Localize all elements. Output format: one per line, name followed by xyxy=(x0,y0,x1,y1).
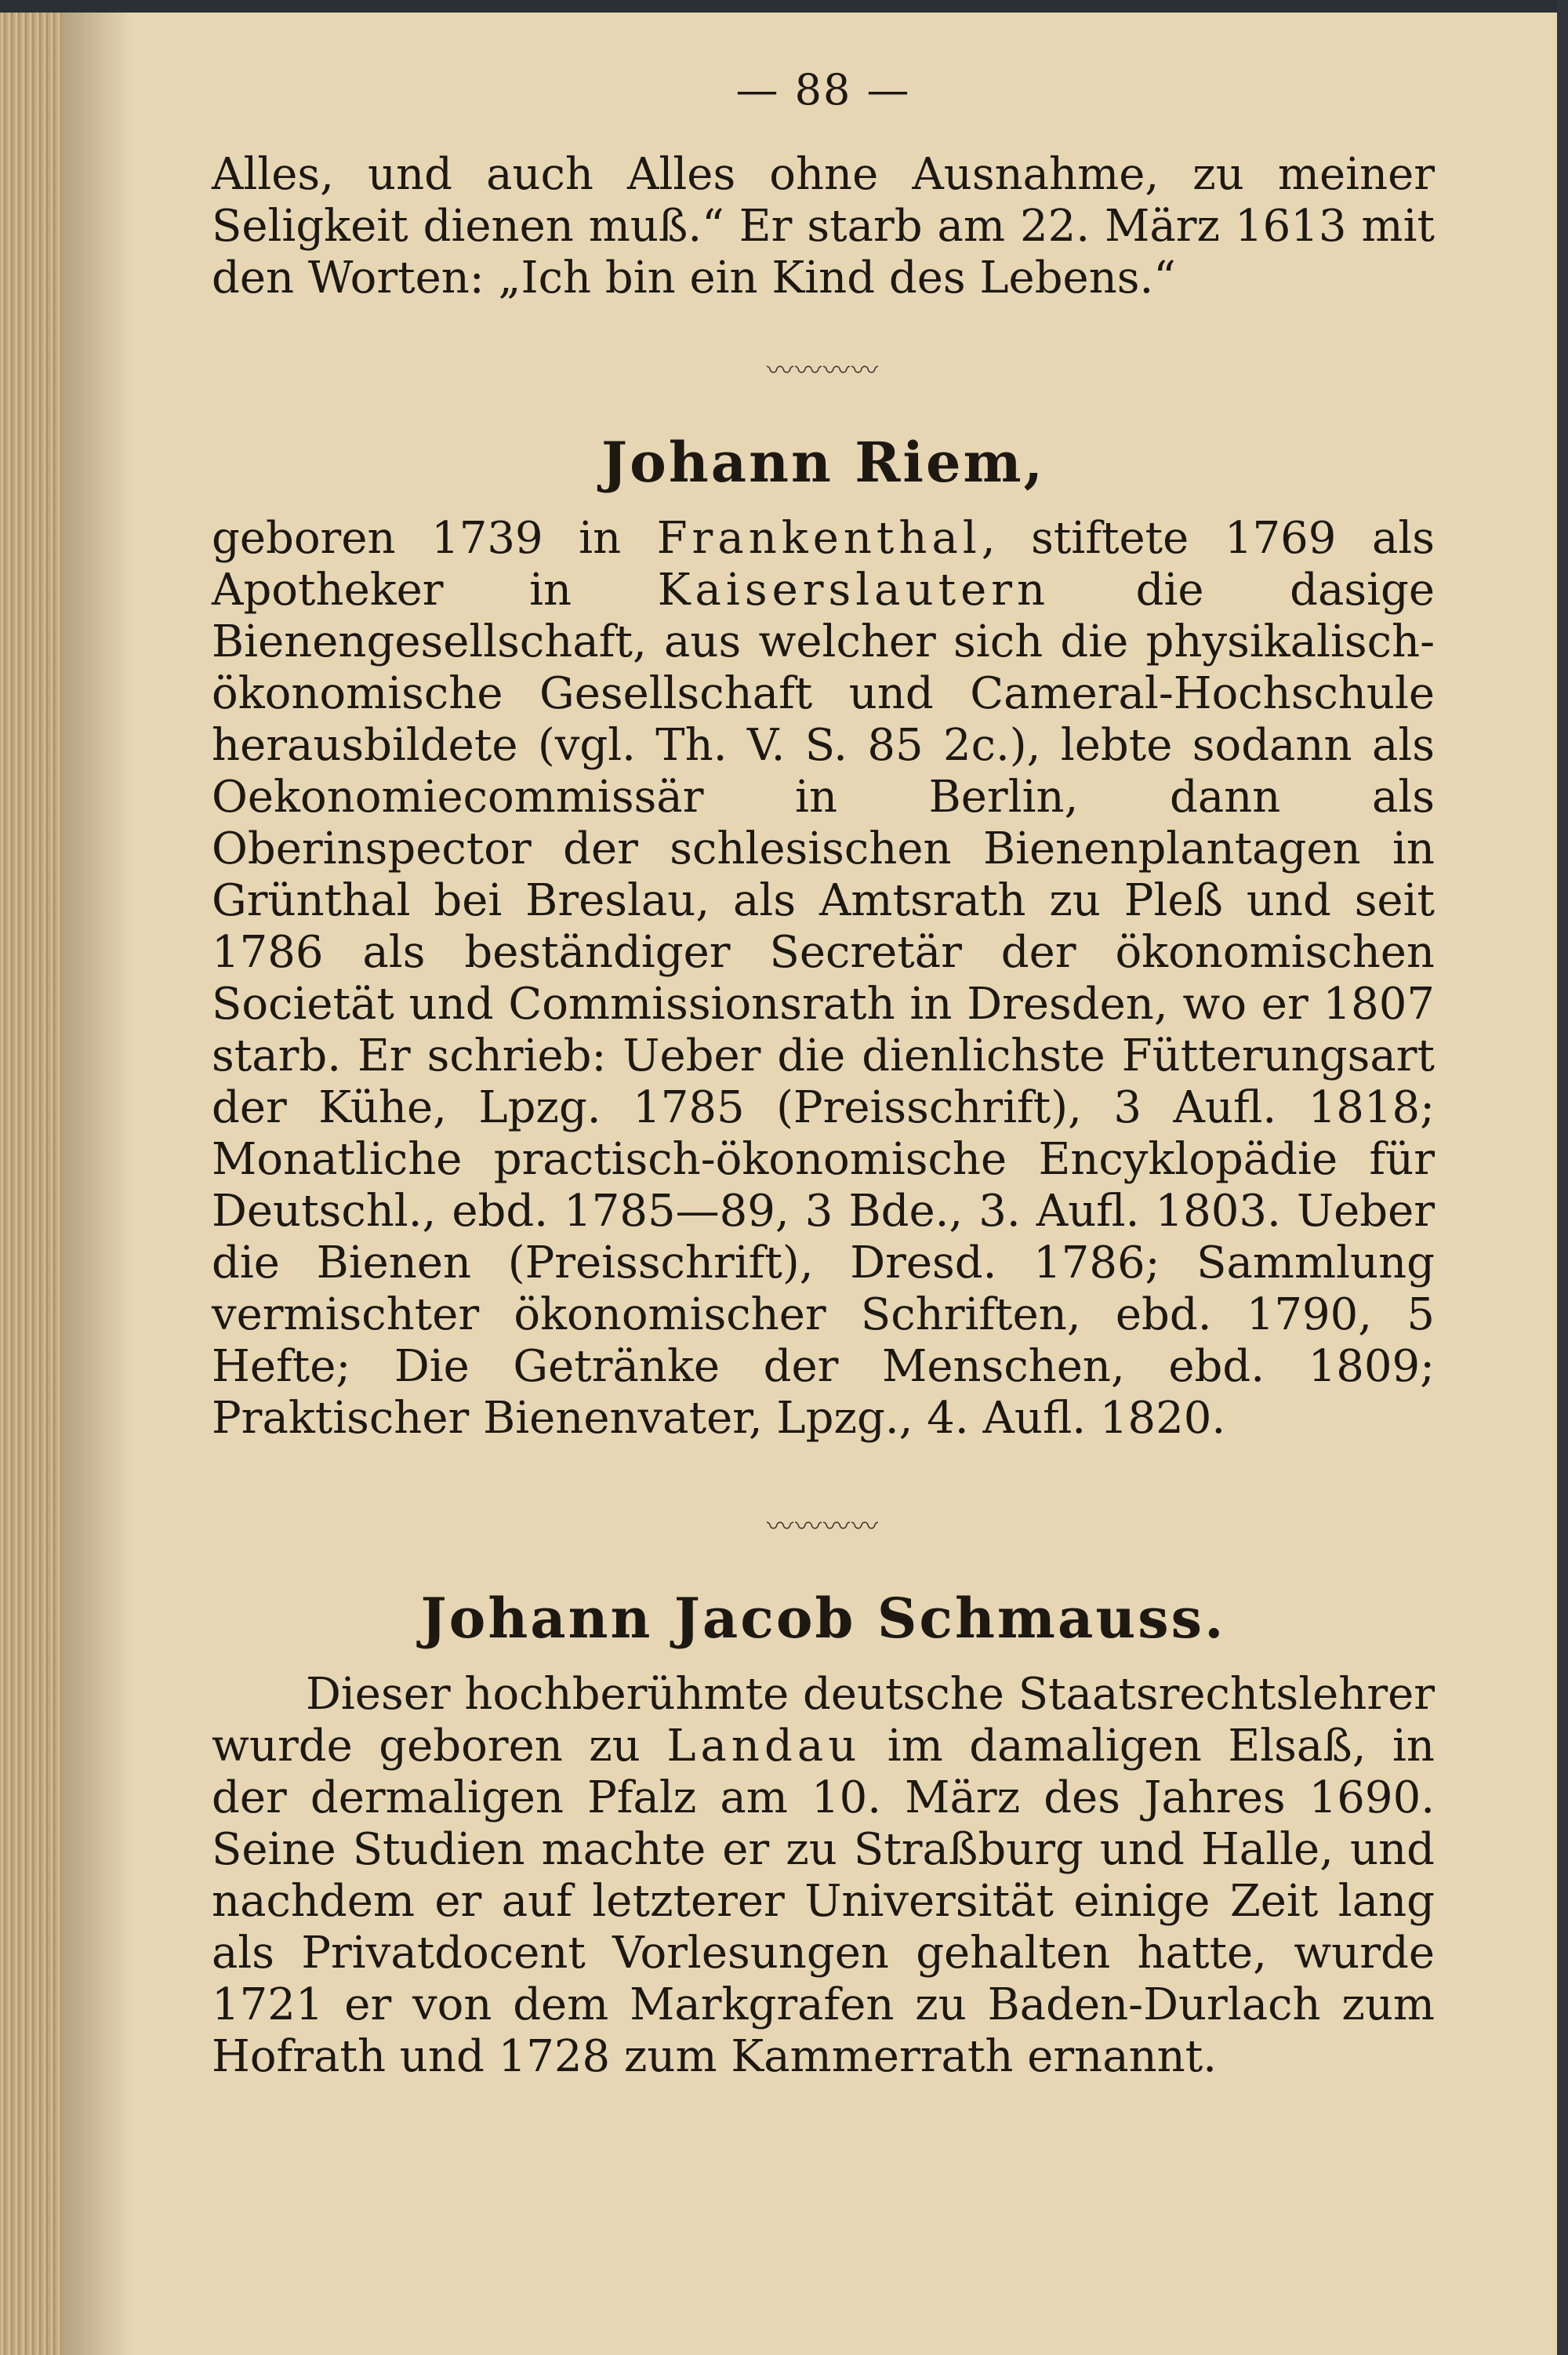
scan-background-top xyxy=(0,0,1568,13)
riem-place-frankenthal: Frankenthal xyxy=(656,513,982,564)
page-content xyxy=(212,63,1435,2083)
riem-text-mid: , stiftete 1769 als Apotheker in xyxy=(212,513,1435,616)
schmauss-text-lead: Dieser hochberühmte deutsche Staatsrechtslehrer wurde geboren zu xyxy=(212,1669,1435,1772)
heading-johann-riem: Johann Riem, xyxy=(601,430,1045,495)
schmauss-text-rest: im damaligen Elsaß, in der dermaligen Pfalz am 10. März des Jahres 1690. Seine Studien machte er zu Straßburg und Halle, und nachdem er auf letzterer Universität einige Zeit lang als Privatdocent Vorlesungen gehalten hatte, wurde 1721 er von dem Markgrafen zu Baden-Durlach zum Hofrath und 1728 zum Kammerrath ernannt. xyxy=(212,1721,1435,2082)
riem-place-kaiserslautern: Kaiserslautern xyxy=(657,565,1051,616)
intro-paragraph: Alles, und auch Alles ohne Ausnahme, zu meiner Seligkeit dienen muß.“ Er starb am 22. März 1613 mit den Worten: „Ich bin ein Kind des Lebens.“ xyxy=(212,149,1435,303)
riem-text-rest: die dasige Bienengesellschaft, aus welcher sich die physikalisch-ökonomische Gesellschaft und Cameral-Hochschule herausbildete (vgl. Th. V. S. 85 2c.), lebte sodann als Oekonomiecommissär in Berlin, dann als Oberinspector der schlesischen Bienenplantagen in Grünthal bei Breslau, als Amtsrath zu Pleß und seit 1786 als beständiger Secretär der ökonomischen Societät und Commissionsrath in Dresden, wo er 1807 starb. Er schrieb: Ueber die dienlichste Fütterungsart der Kühe, Lpzg. 1785 (Preisschrift), 3 Aufl. 1818; Monatliche practisch-ökonomische Encyklopädie für Deutschl., ebd. 1785—89, 3 Bde., 3. Aufl. 1803. Ueber die Bienen (Preisschrift), Dresd. 1786; Sammlung vermischter ökonomischer Schriften, ebd. 1790, 5 Hefte; Die Getränke der Menschen, ebd. 1809; Praktischer Bienenvater, Lpzg., 4. Aufl. 1820. xyxy=(212,565,1436,1444)
gutter-shadow xyxy=(61,0,132,2355)
ornament-divider: 〰〰〰〰 xyxy=(767,355,880,387)
schmauss-biography xyxy=(212,1669,1435,2083)
riem-biography xyxy=(212,513,1435,1445)
page-number: — 88 — xyxy=(735,65,911,114)
riem-text-lead: geboren 1739 in xyxy=(212,513,657,564)
heading-johann-jacob-schmauss: Johann Jacob Schmauss. xyxy=(420,1586,1226,1651)
page-stack-edge xyxy=(0,0,61,2355)
ornament-divider-2: 〰〰〰〰 xyxy=(767,1511,880,1543)
schmauss-place-landau: Landau xyxy=(666,1721,862,1772)
scan-background-right xyxy=(1557,0,1568,2355)
